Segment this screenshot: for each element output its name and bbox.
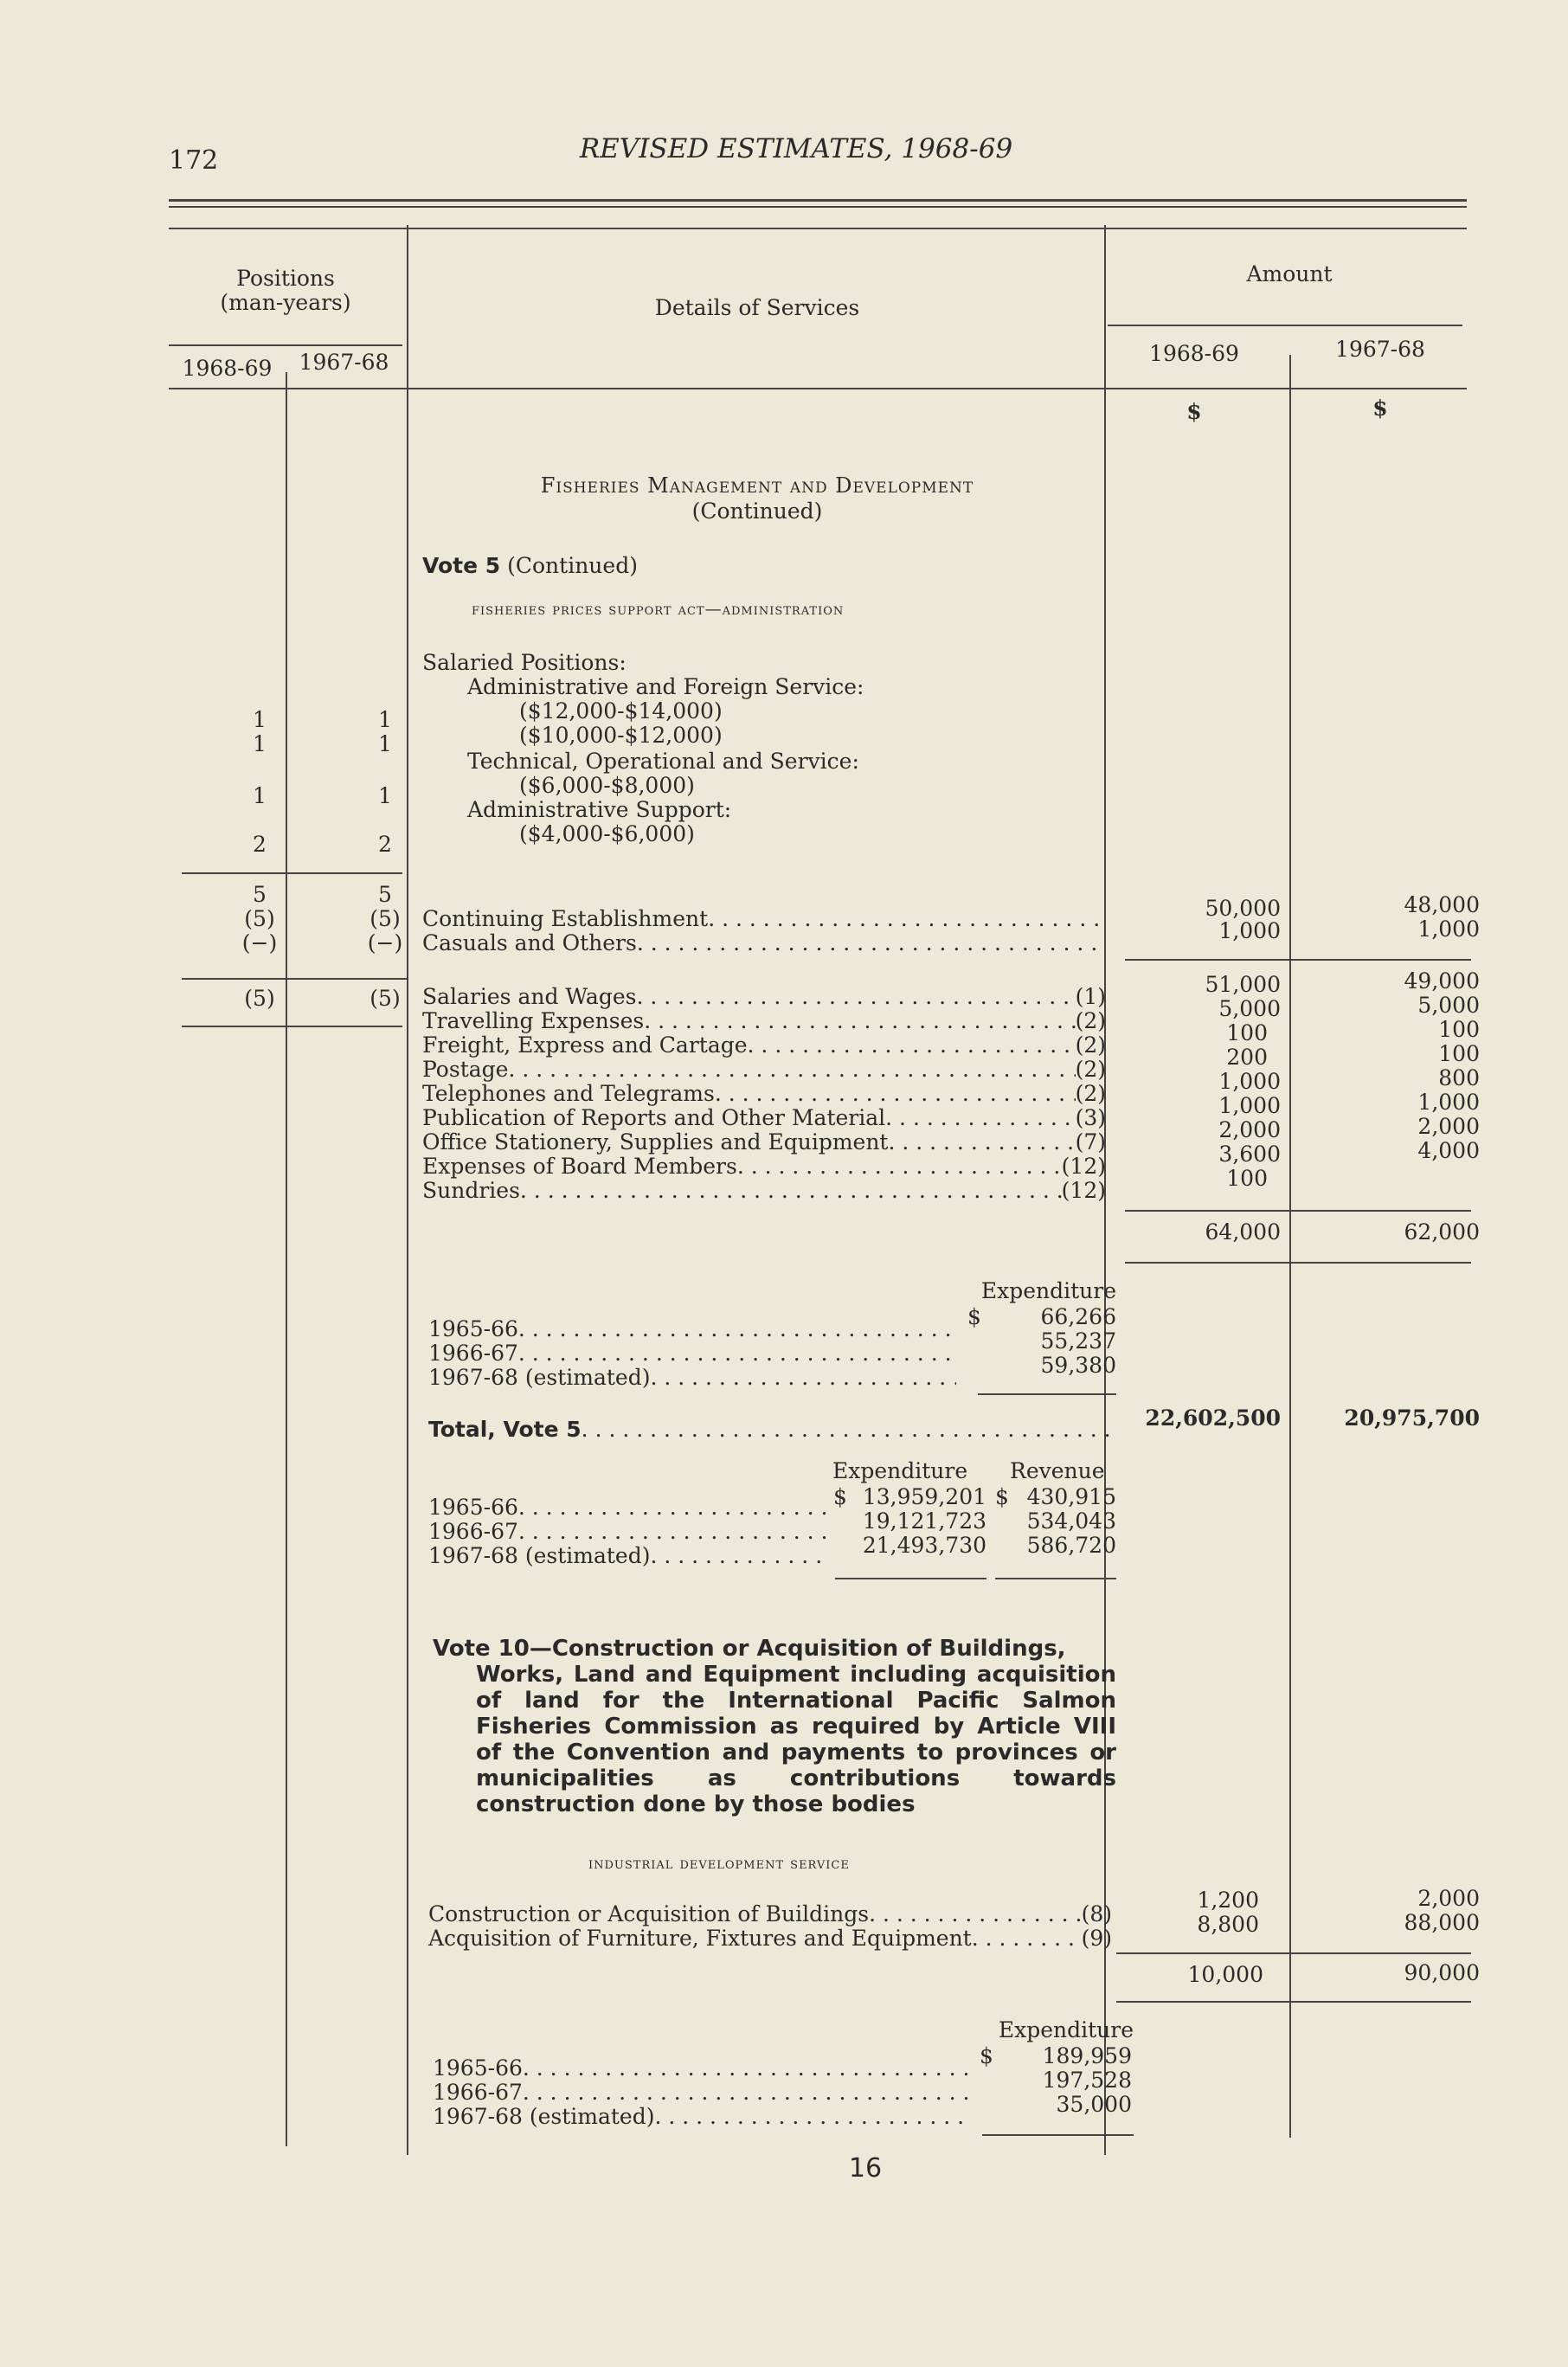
exp2-exp: 19,121,723 — [862, 1508, 986, 1534]
top-rule-2 — [169, 206, 1467, 208]
est-total-a: 5 — [253, 882, 267, 907]
top-rule-3 — [169, 228, 1467, 229]
obj-pos-rule — [182, 1026, 402, 1027]
exp2-exp: 13,959,201 — [862, 1484, 986, 1509]
object-row — [422, 1179, 1106, 1203]
object-row — [422, 1130, 1106, 1155]
total-vote5-1967: 20,975,700 — [1344, 1405, 1480, 1431]
subtotal2-bottom-rule — [1116, 2001, 1471, 2003]
exp2-row — [428, 1544, 831, 1568]
exp1-year: 1965-66 — [428, 1316, 518, 1341]
object-label: Telephones and Telegrams — [422, 1081, 715, 1106]
dollar-sign-1968: $ — [1186, 399, 1202, 424]
object-1967: 100 — [1438, 1041, 1480, 1066]
total-vote5-label: Total, Vote 5 — [428, 1417, 582, 1442]
exp3-currency: $ — [980, 2043, 993, 2068]
leader-dots — [508, 1058, 1075, 1082]
vote5-continued: (Continued) — [507, 553, 638, 578]
object-row — [422, 1009, 1106, 1033]
object-label: Publication of Reports and Other Material — [422, 1105, 886, 1130]
leader-dots — [650, 1544, 831, 1568]
exp1-row — [428, 1366, 956, 1390]
object2-1968: 1,200 — [1197, 1888, 1259, 1913]
leader-dots — [523, 2081, 969, 2105]
object-row — [422, 1106, 1106, 1130]
exp1-row — [428, 1317, 956, 1341]
header-bottom-rule — [169, 388, 1467, 389]
exp3-rule — [982, 2134, 1134, 2136]
subsection-title: fisheries prices support act—administration — [472, 600, 845, 619]
object2-1967: 2,000 — [1417, 1886, 1480, 1911]
leader-dots — [708, 907, 1106, 931]
exp2-row — [428, 1495, 831, 1520]
est-continuing-1967: 48,000 — [1404, 892, 1480, 917]
object-1967: 100 — [1438, 1017, 1480, 1042]
page-number: 172 — [169, 145, 219, 176]
est-continuing-pos-b: (5) — [370, 906, 401, 931]
col-rule-details-left — [407, 225, 408, 2155]
exp1-row — [428, 1341, 956, 1366]
amt-year-1967: 1967-68 — [1335, 337, 1425, 362]
object-label: Expenses of Board Members — [422, 1154, 737, 1179]
subtotal2-1968: 10,000 — [1187, 1962, 1263, 1987]
object-1967: 1,000 — [1417, 1090, 1480, 1115]
exp1-year: 1966-67 — [428, 1341, 518, 1366]
est-casuals-pos-b: (−) — [367, 930, 403, 955]
leader-dots — [888, 1130, 1075, 1155]
amount-rule — [1108, 325, 1462, 326]
leader-dots — [748, 1033, 1076, 1058]
object2-1968: 8,800 — [1197, 1912, 1259, 1937]
est-casuals-1967: 1,000 — [1417, 917, 1480, 942]
positions-rule — [169, 344, 402, 346]
object-1967: 49,000 — [1404, 968, 1480, 994]
object-row — [422, 985, 1106, 1009]
object-1967: 800 — [1438, 1065, 1480, 1090]
dollar-sign-1967: $ — [1372, 396, 1388, 421]
object2-code: (9) — [1081, 1926, 1112, 1951]
exp3-year: 1965-66 — [433, 2055, 523, 2081]
total-vote5-1968: 22,602,500 — [1145, 1405, 1281, 1431]
col-rule-amount — [1289, 355, 1291, 2138]
object-label: Office Stationery, Supplies and Equipment — [422, 1129, 889, 1155]
object-1967: 5,000 — [1417, 993, 1480, 1018]
est-continuing-label: Continuing Establishment — [422, 906, 709, 931]
est-casuals-label: Casuals and Others — [422, 930, 637, 955]
salaried-technical: Technical, Operational and Service: — [467, 749, 859, 774]
salaried-range-2: ($10,000-$12,000) — [519, 723, 723, 748]
object-1967: 2,000 — [1417, 1114, 1480, 1139]
object-1968: 100 — [1226, 1166, 1268, 1191]
exp1-value: 55,237 — [1040, 1328, 1116, 1354]
object-code: (2) — [1075, 1008, 1106, 1033]
subtotal1-1968: 64,000 — [1205, 1219, 1281, 1245]
exp3-value: 189,959 — [1042, 2043, 1132, 2068]
exp1-currency: $ — [967, 1304, 981, 1329]
object-code: (2) — [1075, 1057, 1106, 1082]
total-vote5-row — [428, 1418, 1112, 1442]
pos-row-3-b: 1 — [378, 783, 392, 808]
object-label: Postage — [422, 1057, 509, 1082]
leader-dots — [518, 1341, 956, 1366]
exp2-heading-rev: Revenue — [1010, 1458, 1105, 1483]
object-1968: 2,000 — [1218, 1117, 1281, 1142]
exp2-rev: 534,043 — [1026, 1508, 1116, 1534]
leader-dots — [518, 1317, 956, 1341]
object-1968: 51,000 — [1205, 972, 1281, 997]
exp2-cur1: $ — [833, 1484, 847, 1509]
exp2-year: 1967-68 (estimated) — [428, 1543, 651, 1568]
object-1968: 100 — [1226, 1020, 1268, 1045]
subtotal2-rule — [1116, 1952, 1471, 1954]
vote5-heading — [422, 554, 638, 578]
est-sum-rule-amt — [1125, 959, 1471, 961]
object-1968: 5,000 — [1218, 996, 1281, 1021]
object-label: Freight, Express and Cartage — [422, 1032, 748, 1058]
object-code: (2) — [1075, 1081, 1106, 1106]
object-row — [422, 1082, 1106, 1106]
exp2-heading-exp: Expenditure — [832, 1458, 968, 1483]
section-continued: (Continued) — [691, 498, 823, 524]
exp3-row — [433, 2081, 969, 2105]
object-1968: 200 — [1226, 1045, 1268, 1070]
leader-dots — [637, 931, 1106, 955]
exp2-exp: 21,493,730 — [862, 1533, 986, 1558]
subtotal2-1967: 90,000 — [1404, 1960, 1480, 1985]
object-code: (7) — [1075, 1129, 1106, 1155]
leader-dots — [737, 1155, 1062, 1179]
leader-dots — [650, 1366, 956, 1390]
man-years-label: (man-years) — [220, 290, 351, 315]
object-label: Salaries and Wages — [422, 984, 637, 1009]
amount-header: Amount — [1246, 261, 1333, 286]
object2-code: (8) — [1081, 1901, 1112, 1926]
est-continuing-row — [422, 907, 1106, 931]
subtotal1-rule — [1125, 1210, 1471, 1212]
page-title: REVISED ESTIMATES, 1968-69 — [579, 133, 1013, 164]
leader-dots — [885, 1106, 1075, 1130]
exp1-heading: Expenditure — [980, 1278, 1116, 1303]
section-title: Fisheries Management and Development — [540, 473, 974, 498]
exp2-rev: 430,915 — [1026, 1484, 1116, 1509]
object2-1967: 88,000 — [1404, 1910, 1480, 1935]
object-code: (12) — [1061, 1178, 1106, 1203]
object-row — [422, 1033, 1106, 1058]
object-label: Sundries — [422, 1178, 520, 1203]
obj-pos-b: (5) — [370, 986, 401, 1011]
col-rule-pos — [286, 372, 287, 2146]
object-1967: 4,000 — [1417, 1138, 1480, 1163]
vote10-heading — [433, 1636, 1125, 1817]
pos-row-1-b: 1 — [378, 707, 392, 732]
salaried-range-3: ($6,000-$8,000) — [519, 773, 695, 798]
footer-page-ref: 16 — [848, 2153, 883, 2184]
object-1968: 3,600 — [1218, 1142, 1281, 1167]
exp1-value: 59,380 — [1040, 1353, 1116, 1378]
object-code: (3) — [1075, 1105, 1106, 1130]
exp3-heading: Expenditure — [998, 2017, 1134, 2042]
exp3-year: 1967-68 (estimated) — [433, 2104, 655, 2129]
pos-row-4-b: 2 — [378, 832, 392, 857]
est-continuing-1968: 50,000 — [1205, 896, 1281, 921]
top-rule — [169, 199, 1467, 202]
vote10-first-line: Vote 10—Construction or Acquisition of Buildings, — [433, 1636, 1066, 1662]
salaried-admin-support: Administrative Support: — [467, 797, 732, 822]
vote5-label: Vote 5 — [422, 553, 501, 578]
exp2-rule-rev — [995, 1578, 1116, 1579]
pos-row-1-a: 1 — [253, 707, 267, 732]
leader-dots — [518, 1495, 831, 1520]
est-casuals-pos-a: (−) — [241, 930, 278, 955]
leader-dots — [644, 1009, 1075, 1033]
est-continuing-pos-a: (5) — [244, 906, 275, 931]
pos-sum-rule — [182, 872, 402, 874]
object2-label: Acquisition of Furniture, Fixtures and Equipment — [428, 1926, 972, 1951]
positions-header — [169, 267, 402, 315]
exp3-row — [433, 2105, 969, 2129]
est-casuals-1968: 1,000 — [1218, 918, 1281, 943]
exp2-year: 1965-66 — [428, 1495, 518, 1520]
pos-row-2-b: 1 — [378, 731, 392, 756]
object-label: Travelling Expenses — [422, 1008, 645, 1033]
pos-year-1967: 1967-68 — [299, 350, 389, 375]
pos-row-4-a: 2 — [253, 832, 267, 857]
leader-dots — [582, 1418, 1112, 1442]
amt-year-1968: 1968-69 — [1149, 341, 1239, 366]
leader-dots — [523, 2056, 969, 2081]
exp3-row — [433, 2056, 969, 2081]
subtotal1-bottom-rule — [1125, 1262, 1471, 1264]
salaried-range-4: ($4,000-$6,000) — [519, 821, 695, 846]
exp3-value: 35,000 — [1056, 2092, 1132, 2117]
exp2-rule-exp — [835, 1578, 986, 1579]
object2-row — [428, 1902, 1112, 1926]
obj-pos-a: (5) — [244, 986, 275, 1011]
pos-row-3-a: 1 — [253, 783, 267, 808]
object-1968: 1,000 — [1218, 1069, 1281, 1094]
object-code: (1) — [1075, 984, 1106, 1009]
vote10-rest: Works, Land and Equipment including acquisition of land for the International Pacific Salmon Fisheries Commission as required by Article VIII of the Convention and payments to provinces or municipalities as contributions towards construction done by those bodies — [476, 1662, 1116, 1817]
salaried-heading: Salaried Positions: — [422, 650, 627, 675]
exp1-rule — [978, 1393, 1116, 1395]
positions-label: Positions — [236, 266, 335, 291]
salaried-range-1: ($12,000-$14,000) — [519, 698, 723, 724]
subsection2-title: industrial development service — [588, 1854, 850, 1873]
details-header: Details of Services — [654, 295, 860, 320]
salaried-admin-foreign: Administrative and Foreign Service: — [467, 674, 864, 699]
object-code: (12) — [1061, 1154, 1106, 1179]
leader-dots — [715, 1082, 1076, 1106]
subtotal1-1967: 62,000 — [1404, 1219, 1480, 1245]
exp2-rev: 586,720 — [1026, 1533, 1116, 1558]
exp3-year: 1966-67 — [433, 2080, 523, 2105]
est-total-b: 5 — [378, 882, 392, 907]
object2-label: Construction or Acquisition of Buildings — [428, 1901, 870, 1926]
est-sum-rule-pos — [182, 978, 407, 980]
leader-dots — [636, 985, 1075, 1009]
leader-dots — [654, 2105, 969, 2129]
object-row — [422, 1155, 1106, 1179]
exp2-cur2: $ — [995, 1484, 1009, 1509]
object-1968: 1,000 — [1218, 1093, 1281, 1118]
exp2-row — [428, 1520, 831, 1544]
leader-dots — [972, 1926, 1082, 1951]
exp2-year: 1966-67 — [428, 1519, 518, 1544]
exp1-year: 1967-68 (estimated) — [428, 1365, 651, 1390]
leader-dots — [520, 1179, 1062, 1203]
object-row — [422, 1058, 1106, 1082]
exp1-value: 66,266 — [1040, 1304, 1116, 1329]
leader-dots — [869, 1902, 1082, 1926]
exp3-value: 197,528 — [1042, 2068, 1132, 2093]
leader-dots — [518, 1520, 831, 1544]
est-casuals-row — [422, 931, 1106, 955]
object-code: (2) — [1075, 1032, 1106, 1058]
pos-row-2-a: 1 — [253, 731, 267, 756]
object2-row — [428, 1926, 1112, 1951]
pos-year-1968: 1968-69 — [182, 356, 273, 381]
